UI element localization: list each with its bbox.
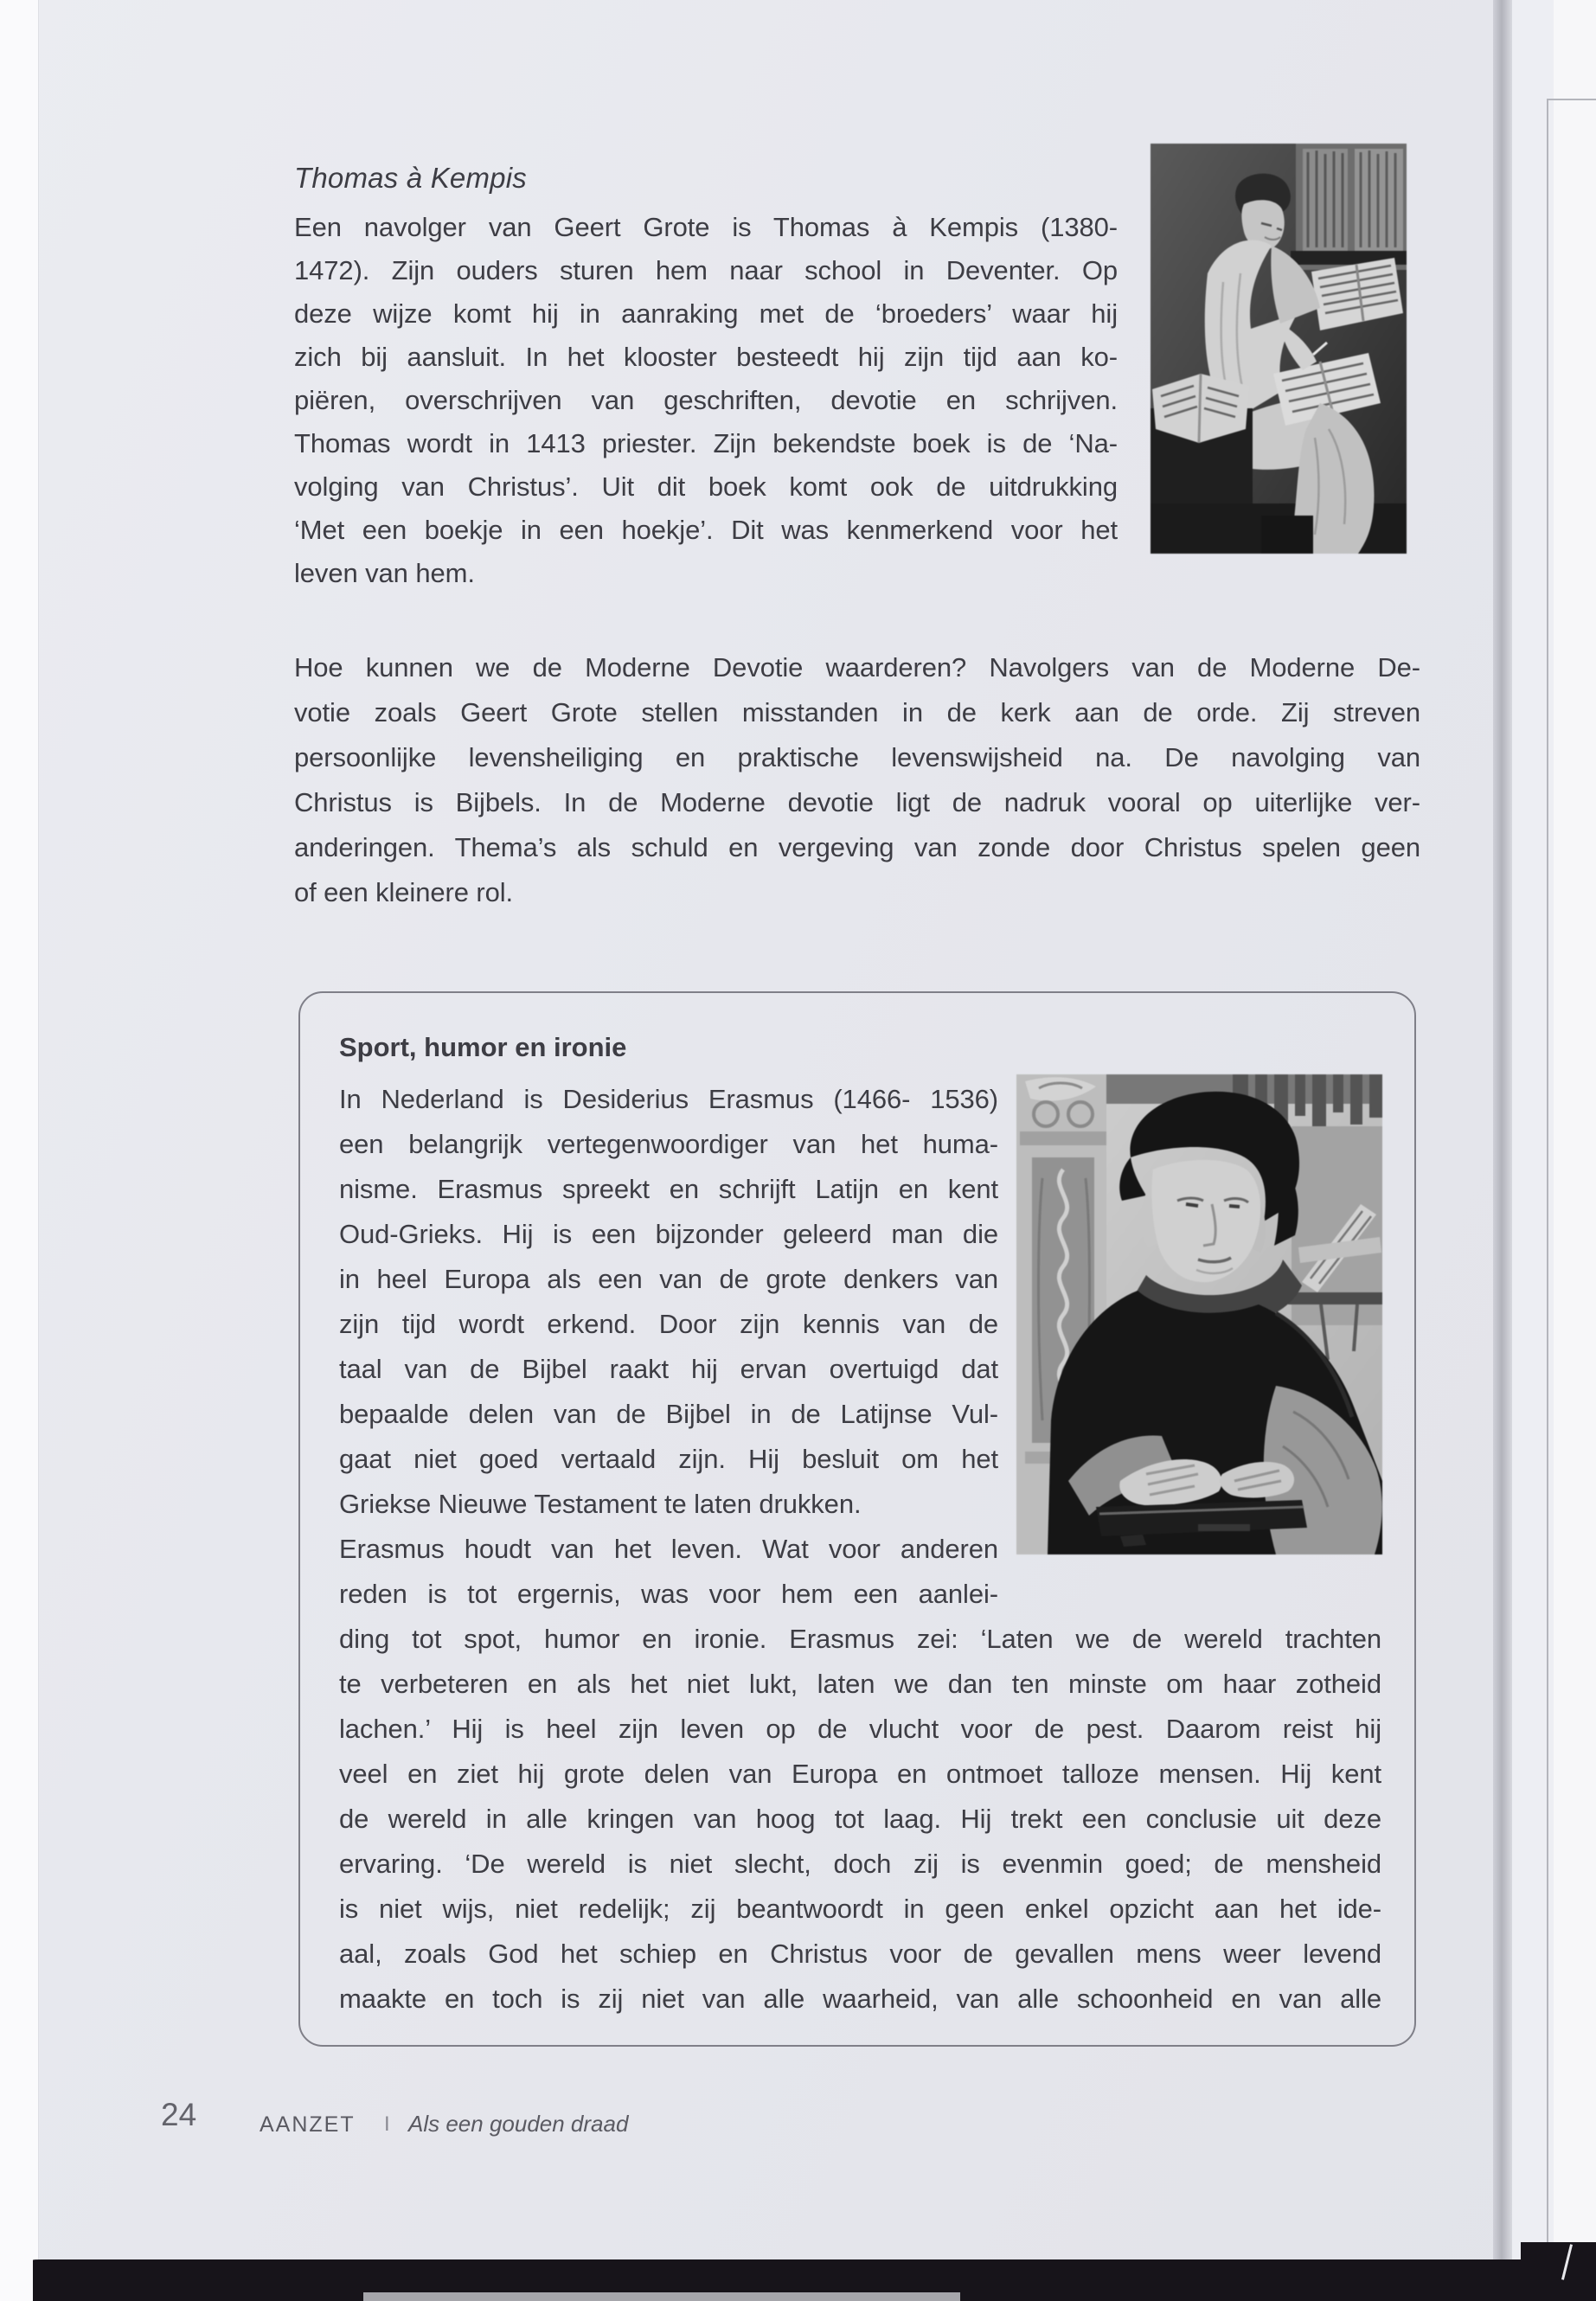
thomas-paragraph — [294, 206, 1118, 595]
footer-separator: I — [384, 2112, 390, 2136]
text-line: is niet wijs, niet redelijk; zij beantwoordt in geen enkel opzicht aan het ide- — [339, 1894, 1381, 1924]
text-line: gaat niet goed vertaald zijn. Hij besluit om het — [339, 1444, 998, 1474]
text-line: Erasmus houdt van het leven. Wat voor anderen — [339, 1534, 998, 1564]
text-line: piëren, overschrijven van geschriften, devotie en schrijven. — [294, 385, 1118, 415]
box-paragraph-narrow-first — [339, 1077, 998, 1527]
text-line: ding tot spot, humor en ironie. Erasmus zei: ‘Laten we de wereld trachten — [339, 1624, 1381, 1654]
text-line: leven van hem. — [294, 558, 475, 588]
monk-scribe-image — [1151, 144, 1407, 554]
text-line: de wereld in alle kringen van hoog tot laag. Hij trekt een conclusie uit deze — [339, 1804, 1381, 1834]
text-line: In Nederland is Desiderius Erasmus (1466- 1536) — [339, 1084, 998, 1114]
page-edge-line — [1547, 100, 1548, 2244]
box-paragraph-narrow-second — [339, 1527, 998, 1617]
text-line: Hoe kunnen we de Moderne Devotie waarderen? Navolgers van de Moderne De- — [294, 652, 1420, 683]
text-line: aal, zoals God het schiep en Christus voor de gevallen mens weer levend — [339, 1939, 1381, 1969]
text-line: ‘Met een boekje in een hoekje’. Dit was kenmerkend voor het — [294, 515, 1118, 545]
box-heading: Sport, humor en ironie — [339, 1032, 627, 1062]
text-line: veel en ziet hij grote delen van Europa en ontmoet talloze mensen. Hij kent — [339, 1759, 1381, 1789]
text-line: zich bij aansluit. In het klooster besteedt hij zijn tijd aan ko- — [294, 342, 1118, 372]
text-line: anderingen. Thema’s als schuld en vergeving van zonde door Christus spelen geen — [294, 832, 1420, 862]
text-line: lachen.’ Hij is heel zijn leven op de vlucht voor de pest. Daarom reist hij — [339, 1714, 1381, 1744]
text-line: een belangrijk vertegenwoordiger van het huma- — [339, 1129, 998, 1159]
text-line: reden is tot ergernis, was voor hem een aanlei- — [339, 1579, 998, 1609]
text-line: te verbeteren en als het niet lukt, laten we dan ten minste om haar zotheid — [339, 1669, 1381, 1699]
erasmus-portrait — [1016, 1074, 1382, 1554]
thomas-section-heading: Thomas à Kempis — [294, 162, 527, 194]
text-line: nisme. Erasmus spreekt en schrijft Latijn en kent — [339, 1174, 998, 1204]
erasmus-portrait-image — [1016, 1074, 1382, 1554]
text-line: Griekse Nieuwe Testament te laten drukken. — [339, 1489, 862, 1519]
text-line: Een navolger van Geert Grote is Thomas à Kempis (1380- — [294, 212, 1118, 242]
text-line: votie zoals Geert Grote stellen misstanden in de kerk aan de orde. Zij streven — [294, 697, 1420, 727]
scan-bottom-right-corner — [1521, 2242, 1596, 2301]
text-line: bepaalde delen van de Bijbel in de Latijnse Vul- — [339, 1399, 998, 1429]
thomas-a-kempis-illustration — [1151, 144, 1407, 554]
footer-series-label: AANZET — [260, 2112, 356, 2137]
text-line: volging van Christus’. Uit dit boek komt ook de uitdrukking — [294, 471, 1118, 502]
text-line: deze wijze komt hij in aanraking met de ‘broeders’ waar hij — [294, 298, 1118, 329]
page-edge-band — [1493, 0, 1512, 2301]
scan-bottom-gray-strip — [363, 2292, 960, 2301]
text-line: maakte en toch is zij niet van alle waarheid, van alle schoonheid en van alle — [339, 1984, 1381, 2014]
scan-left-margin — [0, 0, 39, 2301]
text-line: of een kleinere rol. — [294, 877, 514, 907]
text-line: persoonlijke levensheiliging en praktische levenswijsheid na. De navolging van — [294, 742, 1420, 772]
footer-book-title: Als een gouden draad — [408, 2111, 629, 2137]
text-line: taal van de Bijbel raakt hij ervan overtuigd dat — [339, 1354, 998, 1384]
box-paragraph-wide — [339, 1617, 1381, 2022]
modern-devotion-paragraph — [294, 645, 1420, 915]
text-line: Thomas wordt in 1413 priester. Zijn bekendste boek is de ‘Na- — [294, 428, 1118, 458]
footer-page-number: 24 — [161, 2097, 197, 2132]
text-line: Oud-Grieks. Hij is een bijzonder geleerd man die — [339, 1219, 998, 1249]
text-line: Christus is Bijbels. In de Moderne devotie ligt de nadruk vooral op uiterlijke ver- — [294, 787, 1420, 817]
page-edge-tick — [1547, 99, 1596, 100]
text-line: in heel Europa als een van de grote denkers van — [339, 1264, 998, 1294]
scan-right-margin — [1554, 0, 1596, 2301]
text-line: zijn tijd wordt erkend. Door zijn kennis van de — [339, 1309, 998, 1339]
text-line: 1472). Zijn ouders sturen hem naar school in Deventer. Op — [294, 255, 1118, 285]
text-line: ervaring. ‘De wereld is niet slecht, doch zij is evenmin goed; de mensheid — [339, 1849, 1381, 1879]
